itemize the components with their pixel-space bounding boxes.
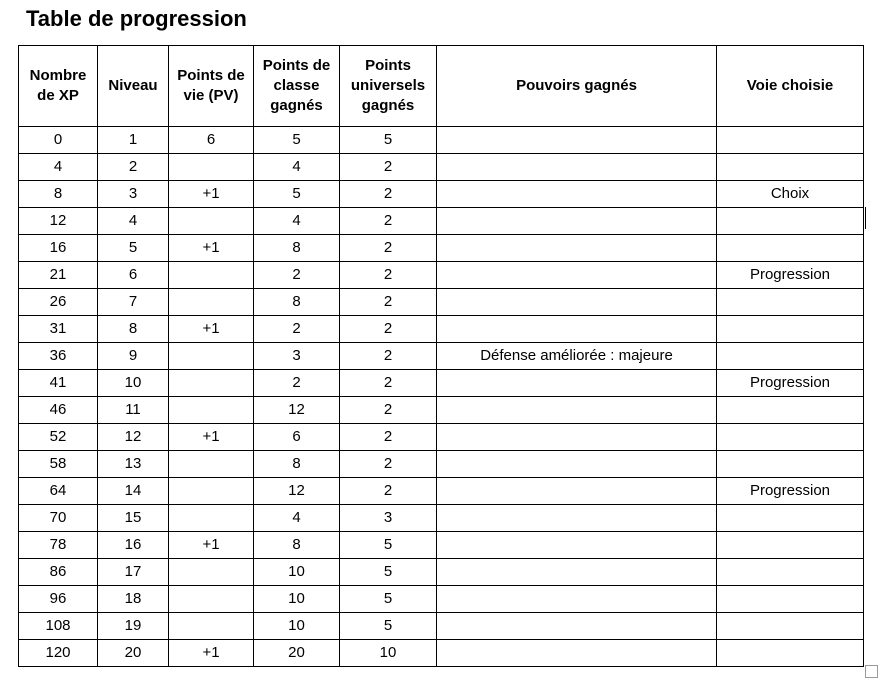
cell-powers: [437, 262, 717, 289]
cell-powers: [437, 640, 717, 667]
cell-universal-points: 2: [340, 343, 437, 370]
cell-xp: 86: [19, 559, 98, 586]
cell-path: [717, 289, 864, 316]
table-row: [19, 262, 864, 289]
table-row: [19, 424, 864, 451]
cell-hit-points: +1: [169, 316, 254, 343]
cell-hit-points: +1: [169, 640, 254, 667]
cell-hit-points: [169, 451, 254, 478]
cell-level: 10: [98, 370, 169, 397]
cell-level: 14: [98, 478, 169, 505]
cell-hit-points: [169, 397, 254, 424]
cell-xp: 64: [19, 478, 98, 505]
cell-level: 11: [98, 397, 169, 424]
cell-xp: 31: [19, 316, 98, 343]
table-row: [19, 127, 864, 154]
cell-universal-points: 10: [340, 640, 437, 667]
cell-class-points: 2: [254, 370, 340, 397]
cell-hit-points: [169, 343, 254, 370]
cell-level: 2: [98, 154, 169, 181]
cell-powers: [437, 127, 717, 154]
cell-path: [717, 613, 864, 640]
cell-hit-points: [169, 370, 254, 397]
cell-xp: 120: [19, 640, 98, 667]
cell-class-points: 8: [254, 235, 340, 262]
table-row: [19, 586, 864, 613]
cell-powers: [437, 397, 717, 424]
cell-class-points: 20: [254, 640, 340, 667]
header-row: [19, 46, 864, 127]
cell-powers: [437, 451, 717, 478]
cell-path: [717, 397, 864, 424]
cell-universal-points: 2: [340, 397, 437, 424]
cell-universal-points: 2: [340, 181, 437, 208]
cell-level: 18: [98, 586, 169, 613]
cell-xp: 52: [19, 424, 98, 451]
cell-hit-points: +1: [169, 181, 254, 208]
cell-hit-points: [169, 289, 254, 316]
cell-path: Choix: [717, 181, 864, 208]
cell-powers: [437, 424, 717, 451]
cell-level: 16: [98, 532, 169, 559]
cell-xp: 46: [19, 397, 98, 424]
cell-class-points: 8: [254, 451, 340, 478]
cell-powers: [437, 181, 717, 208]
cell-level: 6: [98, 262, 169, 289]
cell-universal-points: 2: [340, 289, 437, 316]
cell-xp: 70: [19, 505, 98, 532]
cell-hit-points: +1: [169, 424, 254, 451]
cell-xp: 78: [19, 532, 98, 559]
header-path: Voie choisie: [717, 46, 864, 127]
progression-table: [18, 45, 864, 667]
cell-level: 12: [98, 424, 169, 451]
cell-path: [717, 316, 864, 343]
cell-path: [717, 451, 864, 478]
cell-hit-points: 6: [169, 127, 254, 154]
cell-universal-points: 2: [340, 154, 437, 181]
table-row: [19, 316, 864, 343]
cell-universal-points: 5: [340, 532, 437, 559]
cell-level: 4: [98, 208, 169, 235]
table-row: [19, 613, 864, 640]
cell-universal-points: 2: [340, 262, 437, 289]
cell-path: [717, 424, 864, 451]
cell-hit-points: [169, 586, 254, 613]
cell-hit-points: [169, 559, 254, 586]
table-row: [19, 397, 864, 424]
cell-level: 9: [98, 343, 169, 370]
table-row: [19, 181, 864, 208]
table-row: [19, 154, 864, 181]
table-row: [19, 235, 864, 262]
cell-powers: [437, 289, 717, 316]
cell-path: [717, 208, 864, 235]
cell-class-points: 2: [254, 262, 340, 289]
cell-level: 7: [98, 289, 169, 316]
cell-xp: 108: [19, 613, 98, 640]
cell-powers: [437, 235, 717, 262]
cell-hit-points: [169, 154, 254, 181]
cell-class-points: 6: [254, 424, 340, 451]
cell-xp: 96: [19, 586, 98, 613]
cell-class-points: 8: [254, 532, 340, 559]
cell-class-points: 3: [254, 343, 340, 370]
cell-path: Progression: [717, 370, 864, 397]
cell-universal-points: 2: [340, 478, 437, 505]
cell-class-points: 10: [254, 559, 340, 586]
cell-powers: [437, 208, 717, 235]
cell-level: 17: [98, 559, 169, 586]
page-title: Table de progression: [26, 6, 247, 31]
table-row: [19, 343, 864, 370]
cell-universal-points: 3: [340, 505, 437, 532]
table-row: [19, 559, 864, 586]
cell-universal-points: 2: [340, 208, 437, 235]
cell-xp: 0: [19, 127, 98, 154]
cell-powers: [437, 586, 717, 613]
cell-powers: [437, 316, 717, 343]
cell-universal-points: 5: [340, 127, 437, 154]
cell-hit-points: [169, 505, 254, 532]
cell-path: [717, 532, 864, 559]
cell-path: Progression: [717, 478, 864, 505]
cell-universal-points: 2: [340, 451, 437, 478]
cell-class-points: 2: [254, 316, 340, 343]
cell-universal-points: 2: [340, 316, 437, 343]
cell-class-points: 12: [254, 478, 340, 505]
cell-powers: [437, 154, 717, 181]
cell-class-points: 4: [254, 208, 340, 235]
cell-xp: 4: [19, 154, 98, 181]
header-hit-points: Points de vie (PV): [169, 46, 254, 127]
header-xp: Nombre de XP: [19, 46, 98, 127]
cell-level: 1: [98, 127, 169, 154]
cell-class-points: 12: [254, 397, 340, 424]
cell-hit-points: [169, 478, 254, 505]
cell-universal-points: 2: [340, 424, 437, 451]
cell-universal-points: 5: [340, 559, 437, 586]
table-row: [19, 289, 864, 316]
cell-hit-points: [169, 613, 254, 640]
table-row: [19, 478, 864, 505]
cell-xp: 26: [19, 289, 98, 316]
header-powers: Pouvoirs gagnés: [437, 46, 717, 127]
table-row: [19, 370, 864, 397]
cell-powers: [437, 559, 717, 586]
cell-class-points: 8: [254, 289, 340, 316]
cell-universal-points: 5: [340, 586, 437, 613]
table-row: [19, 208, 864, 235]
cell-level: 5: [98, 235, 169, 262]
table-row: [19, 451, 864, 478]
cell-universal-points: 5: [340, 613, 437, 640]
header-level: Niveau: [98, 46, 169, 127]
cell-path: [717, 235, 864, 262]
table-row: [19, 640, 864, 667]
cell-path: [717, 343, 864, 370]
cell-path: [717, 505, 864, 532]
cell-class-points: 4: [254, 154, 340, 181]
cell-hit-points: [169, 262, 254, 289]
cell-powers: [437, 478, 717, 505]
cell-class-points: 10: [254, 613, 340, 640]
cell-level: 8: [98, 316, 169, 343]
cell-hit-points: [169, 208, 254, 235]
table-row: [19, 505, 864, 532]
cell-xp: 12: [19, 208, 98, 235]
cell-class-points: 4: [254, 505, 340, 532]
header-class-points: Points de classe gagnés: [254, 46, 340, 127]
cell-level: 3: [98, 181, 169, 208]
cell-universal-points: 2: [340, 370, 437, 397]
header-universal-points: Points universels gagnés: [340, 46, 437, 127]
cell-class-points: 5: [254, 127, 340, 154]
cell-powers: [437, 505, 717, 532]
cell-class-points: 10: [254, 586, 340, 613]
cell-powers: [437, 370, 717, 397]
cell-level: 19: [98, 613, 169, 640]
cell-path: Progression: [717, 262, 864, 289]
cell-path: [717, 127, 864, 154]
cell-xp: 8: [19, 181, 98, 208]
cell-path: [717, 154, 864, 181]
text-cursor: [865, 207, 866, 229]
resize-handle[interactable]: [865, 665, 878, 678]
cell-xp: 21: [19, 262, 98, 289]
cell-path: [717, 640, 864, 667]
table-row: [19, 532, 864, 559]
cell-hit-points: +1: [169, 532, 254, 559]
cell-xp: 16: [19, 235, 98, 262]
cell-xp: 36: [19, 343, 98, 370]
cell-powers: Défense améliorée : majeure: [437, 343, 717, 370]
cell-universal-points: 2: [340, 235, 437, 262]
cell-level: 13: [98, 451, 169, 478]
cell-path: [717, 559, 864, 586]
cell-level: 20: [98, 640, 169, 667]
cell-hit-points: +1: [169, 235, 254, 262]
cell-level: 15: [98, 505, 169, 532]
cell-path: [717, 586, 864, 613]
cell-powers: [437, 613, 717, 640]
cell-xp: 41: [19, 370, 98, 397]
cell-class-points: 5: [254, 181, 340, 208]
cell-xp: 58: [19, 451, 98, 478]
cell-powers: [437, 532, 717, 559]
